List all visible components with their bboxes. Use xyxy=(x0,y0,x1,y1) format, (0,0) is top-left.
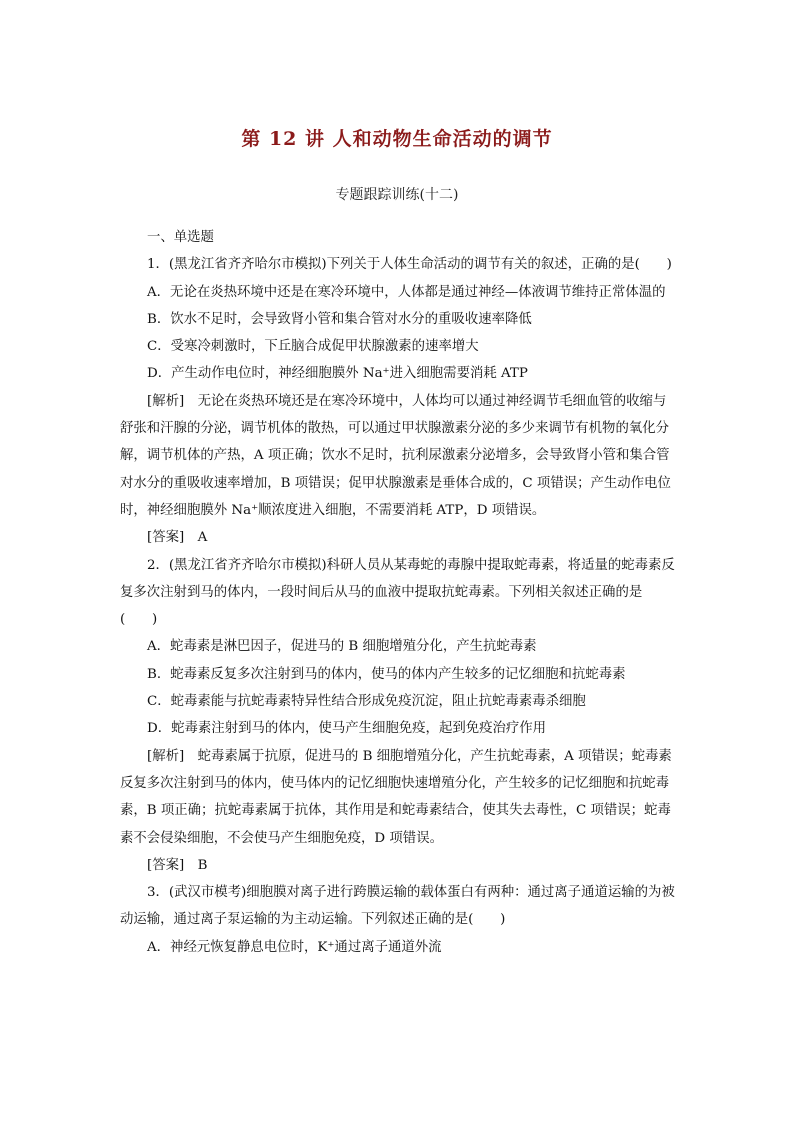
question-2-option-a: A．蛇毒素是淋巴因子，促进马的 B 细胞增殖分化，产生抗蛇毒素 xyxy=(147,639,537,655)
question-2-option-c: C．蛇毒素能与抗蛇毒素特异性结合形成免疫沉淀，阻止抗蛇毒素毒杀细胞 xyxy=(147,694,586,710)
answer-value: B xyxy=(184,857,208,873)
question-1-answer xyxy=(120,524,676,551)
question-1-analysis xyxy=(120,388,676,524)
lecture-title: 第 12 讲 人和动物生命活动的调节 xyxy=(241,128,553,150)
answer-value: A xyxy=(184,530,208,546)
question-1-option-d: D．产生动作电位时，神经细胞膜外 Na⁺进入细胞需要消耗 ATP xyxy=(147,366,528,382)
analysis-label: [解析] xyxy=(147,393,185,409)
section-heading: 一、单选题 xyxy=(147,230,214,245)
question-3-option-a: A．神经元恢复静息电位时，K⁺通过离子通道外流 xyxy=(147,939,442,955)
analysis-text: 蛇毒素属于抗原，促进马的 B 细胞增殖分化，产生抗蛇毒素，A 项错误；蛇毒素反复多次注射到马的体内，使马体内的记忆细胞快速增殖分化，产生较多的记忆细胞和抗蛇毒素，B 项正确；抗蛇毒素属于抗体，其作用是和蛇毒素结合，使其失去毒性，C 项错误；蛇毒素不会侵染细胞，不会使马产生细胞免疫，D 项错误。 xyxy=(120,748,672,846)
question-2-stem: 2．(黑龙江省齐齐哈尔市模拟)科研人员从某毒蛇的毒腺中提取蛇毒素，将适量的蛇毒素反复多次注射到马的体内，一段时间后从马的血液中提取抗蛇毒素。下列相关叙述正确的是( ) xyxy=(120,557,675,628)
question-2-option-b: B．蛇毒素反复多次注射到马的体内，使马的体内产生较多的记忆细胞和抗蛇毒素 xyxy=(147,666,626,682)
analysis-text: 无论在炎热环境还是在寒冷环境中，人体均可以通过神经调节毛细血管的收缩与舒张和汗腺的分泌，调节机体的散热，可以通过甲状腺激素分泌的多少来调节有机物的氧化分解，调节机体的产热，A 项正确；饮水不足时，抗利尿激素分泌增多，会导致肾小管和集合管对水分的重吸收速率增加，B 项错误；促甲状腺激素是垂体合成的，C 项错误；产生动作电位时，神经细胞膜外 Na⁺顺浓度进入细胞，不需要消耗 ATP，D 项错误。 xyxy=(120,393,671,518)
question-1-stem: 1．(黑龙江省齐齐哈尔市模拟)下列关于人体生命活动的调节有关的叙述，正确的是( ) xyxy=(147,257,672,273)
question-2-answer xyxy=(120,852,676,879)
analysis-label: [解析] xyxy=(147,748,185,764)
answer-label: [答案] xyxy=(147,530,185,546)
question-1-option-b: B．饮水不足时，会导致肾小管和集合管对水分的重吸收速率降低 xyxy=(147,311,532,327)
question-2-analysis xyxy=(120,743,676,852)
document-body xyxy=(120,224,676,961)
question-2-option-d: D．蛇毒素注射到马的体内，使马产生细胞免疫，起到免疫治疗作用 xyxy=(147,721,547,737)
question-1-option-c: C．受寒冷刺激时，下丘脑合成促甲状腺激素的速率增大 xyxy=(147,339,479,355)
question-3-stem: 3．(武汉市模考)细胞膜对离子进行跨膜运输的载体蛋白有两种：通过离子通道运输的为被动运输，通过离子泵运输的为主动运输。下列叙述正确的是( ) xyxy=(120,885,675,928)
exercise-subtitle: 专题跟踪训练(十二) xyxy=(335,187,459,203)
answer-label: [答案] xyxy=(147,857,185,873)
question-1-option-a: A．无论在炎热环境中还是在寒冷环境中，人体都是通过神经—体液调节维持正常体温的 xyxy=(147,284,666,300)
